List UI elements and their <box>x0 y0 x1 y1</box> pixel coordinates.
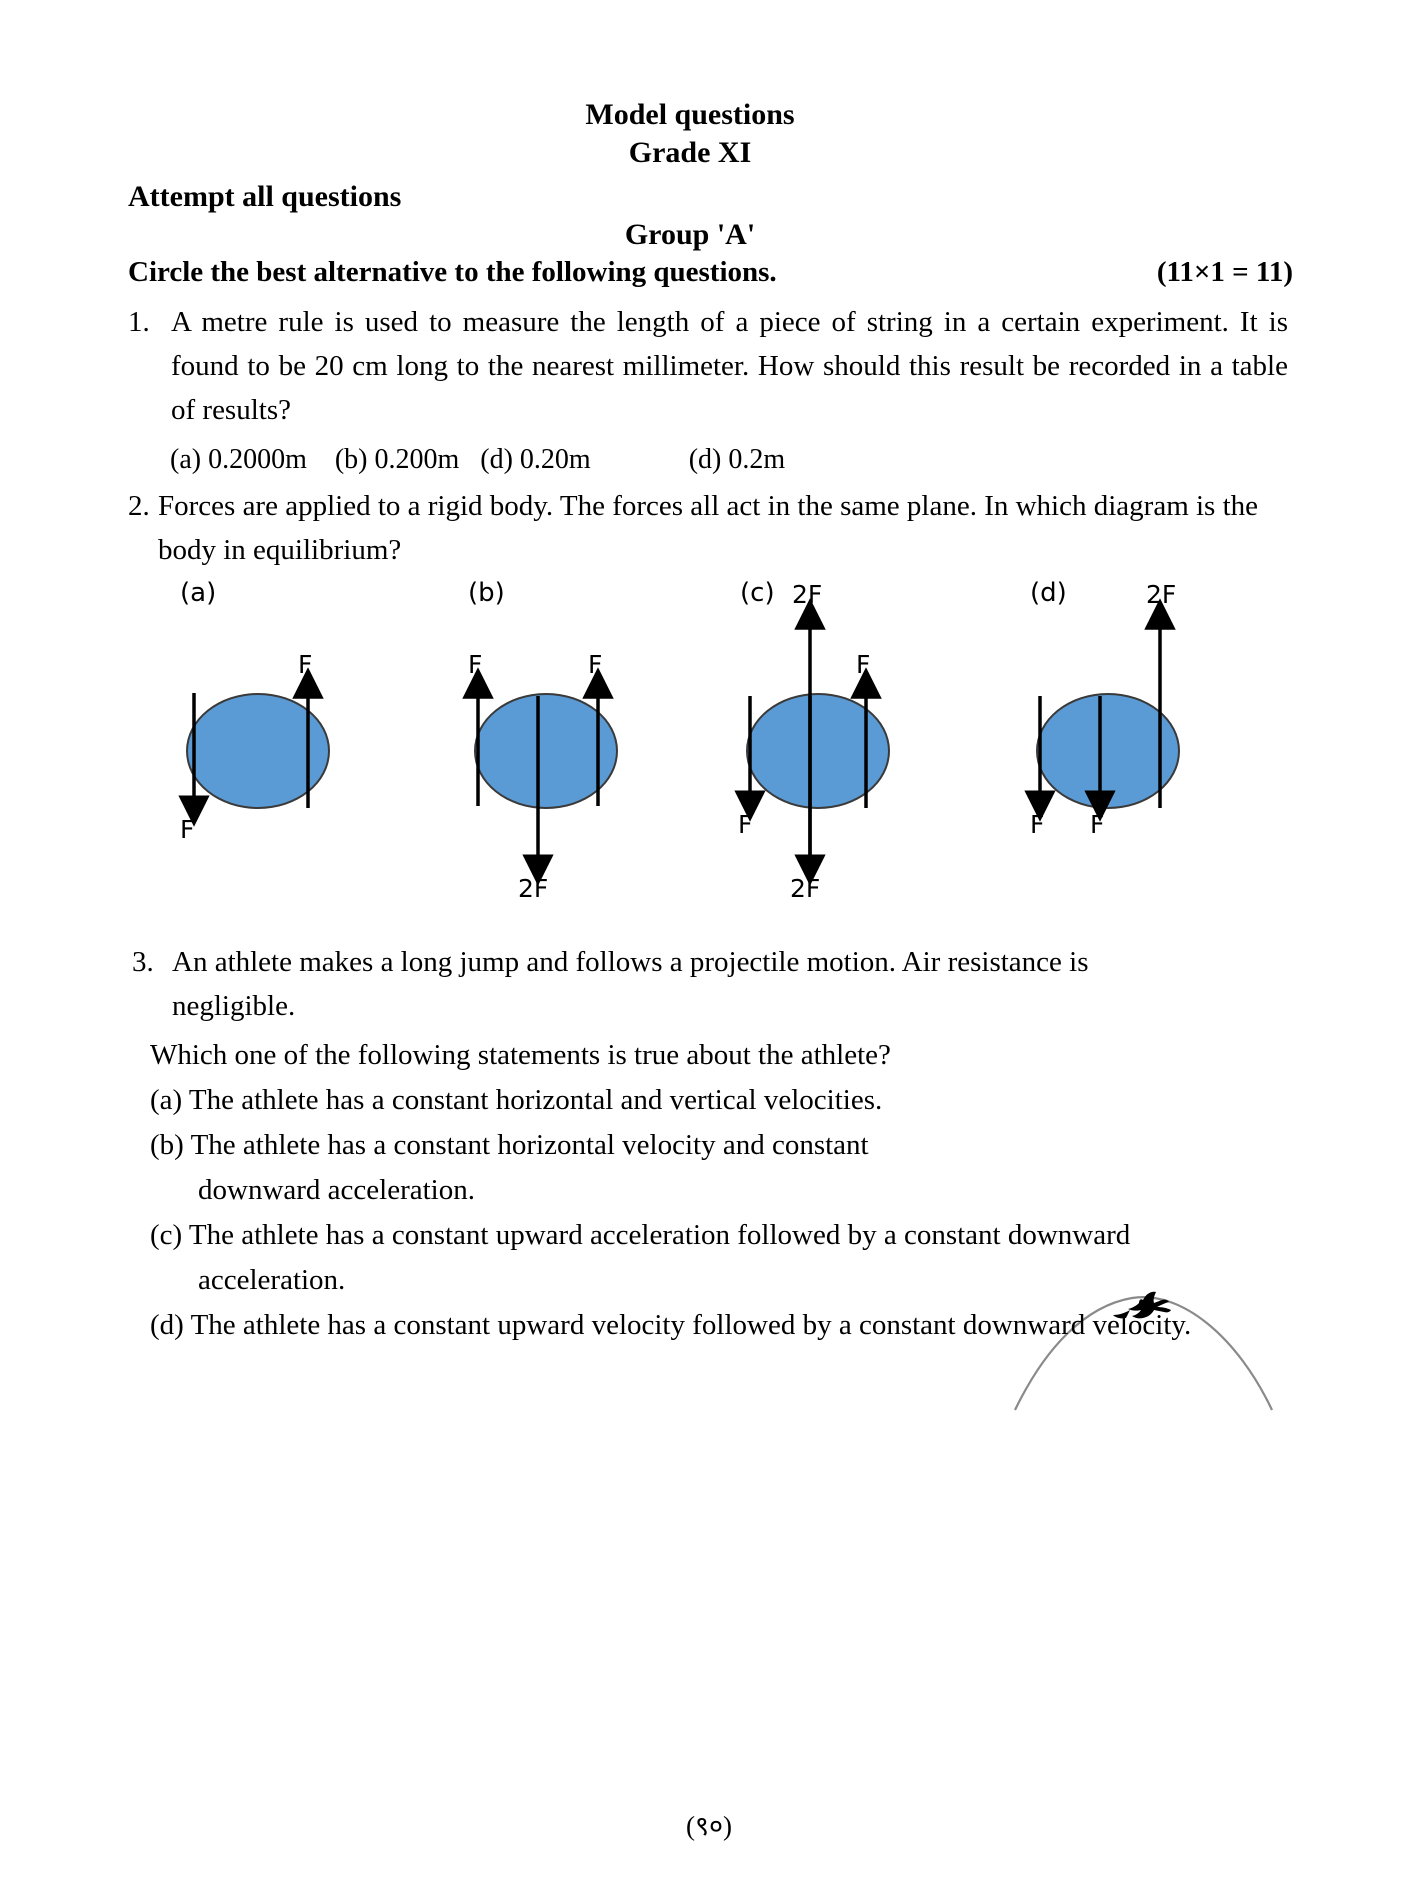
page-title-line1: Model questions <box>585 98 795 131</box>
question-3-option-d-key: (d) <box>150 1308 184 1341</box>
question-3-option-b <box>150 1123 1290 1213</box>
diagram-c-label: (c) <box>740 578 775 608</box>
diagram-c-force-label-4: 2F <box>790 874 821 903</box>
diagram-a-force-label-1: F <box>298 650 313 679</box>
question-3-number: 3. <box>132 946 154 978</box>
diagram-c <box>718 578 998 918</box>
question-3-option-d <box>150 1303 1290 1348</box>
question-1 <box>128 300 1288 432</box>
section-marks: (11×1 = 11) <box>1156 256 1293 288</box>
diagram-a-arrows <box>158 578 438 918</box>
diagram-d <box>1008 578 1288 918</box>
diagram-b-label: (b) <box>468 578 505 608</box>
question-3-option-d-text: The athlete has a constant upward velocity followed by a constant downward velocity. <box>190 1308 1192 1341</box>
diagram-b-arrows <box>446 578 726 918</box>
diagram-b-force-label-2: F <box>588 650 603 679</box>
diagram-c-arrows <box>718 578 998 918</box>
diagram-b-force-label-1: F <box>468 650 483 679</box>
question-3-option-b-text: The athlete has a constant horizontal velocity and constant <box>190 1128 869 1161</box>
diagram-a <box>158 578 438 918</box>
question-3-option-c-key: (c) <box>150 1218 183 1251</box>
question-1-number: 1. <box>128 306 150 338</box>
question-1-options: (a) 0.2000m (b) 0.200m (d) 0.20m (d) 0.2m <box>170 444 786 475</box>
attempt-all-questions-instruction: Attempt all questions <box>128 180 402 213</box>
diagram-a-force-label-2: F <box>180 815 195 844</box>
question-3-text-cont: negligible. <box>172 990 296 1023</box>
diagram-b <box>446 578 726 918</box>
question-3-option-a-text: The athlete has a constant horizontal and vertical velocities. <box>188 1083 883 1116</box>
diagram-d-arrows <box>1008 578 1288 918</box>
question-2 <box>128 484 1293 572</box>
diagram-c-force-label-1: 2F <box>792 580 823 609</box>
section-instruction-text: Circle the best alternative to the following questions. <box>128 256 777 288</box>
diagram-b-force-label-3: 2F <box>518 874 549 903</box>
question-3-option-c <box>150 1213 1290 1303</box>
question-3 <box>132 940 1290 1028</box>
question-2-diagram-row <box>128 578 1288 918</box>
page-number: (९०) <box>685 1811 733 1841</box>
diagram-d-label: (d) <box>1030 578 1067 608</box>
question-3-options-block <box>150 1033 1290 1348</box>
diagram-c-force-label-3: F <box>738 810 753 839</box>
question-3-lead-in: Which one of the following statements is true about the athlete? <box>150 1039 891 1071</box>
section-instruction-row <box>128 256 1293 289</box>
diagram-d-force-label-2: F <box>1030 810 1045 839</box>
question-3-option-a <box>150 1078 1290 1123</box>
question-1-text: A metre rule is used to measure the length of a piece of string in a certain experiment. It is found to be 20 cm long to the nearest millimeter. How should this result be recorded in a table of results? <box>171 306 1288 427</box>
document-title-block <box>160 96 1220 173</box>
diagram-d-force-label-3: F <box>1090 810 1105 839</box>
question-3-option-b-text-cont: downward acceleration. <box>198 1173 475 1206</box>
question-3-option-a-key: (a) <box>150 1083 183 1116</box>
question-2-text: Forces are applied to a rigid body. The forces all act in the same plane. In which diagram is the body in equilibrium? <box>158 490 1259 567</box>
diagram-d-force-label-1: 2F <box>1146 580 1177 609</box>
question-3-text: An athlete makes a long jump and follows a projectile motion. Air resistance is <box>172 946 1089 978</box>
diagram-a-label: (a) <box>180 578 217 608</box>
question-3-option-c-text: The athlete has a constant upward acceleration followed by a constant downward <box>188 1218 1131 1251</box>
question-3-option-b-key: (b) <box>150 1128 184 1161</box>
question-2-number: 2. <box>128 490 150 522</box>
page-title-line2: Grade XI <box>628 136 752 170</box>
diagram-c-force-label-2: F <box>856 650 871 679</box>
group-heading: Group 'A' <box>624 218 756 251</box>
question-3-option-c-text-cont: acceleration. <box>198 1263 346 1296</box>
